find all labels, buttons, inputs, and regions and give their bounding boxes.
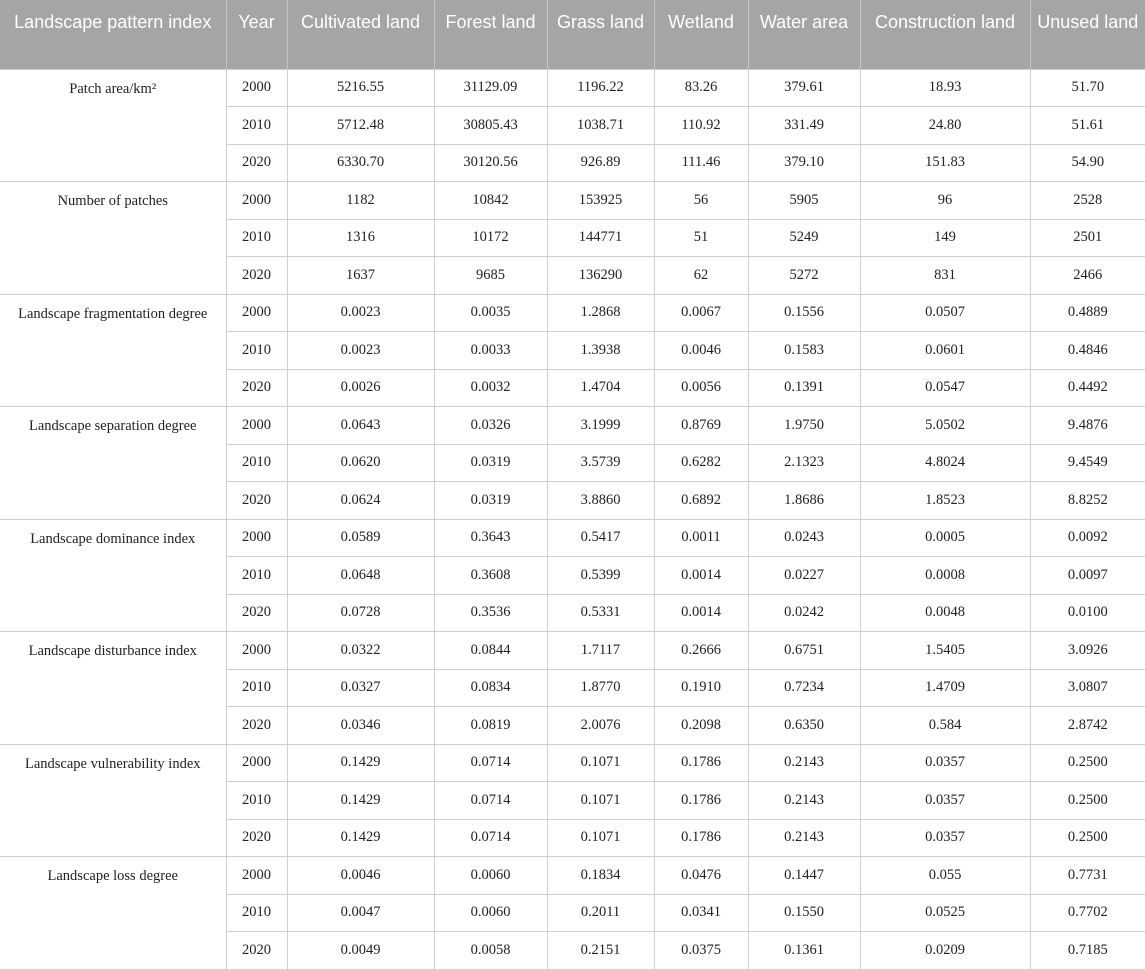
year-cell: 2000 xyxy=(226,69,287,107)
index-label: Landscape separation degree xyxy=(0,407,226,520)
value-cell: 0.7702 xyxy=(1030,894,1145,932)
value-cell: 379.61 xyxy=(748,69,860,107)
value-cell: 0.1361 xyxy=(748,932,860,970)
header-cultivated-land: Cultivated land xyxy=(287,0,434,69)
value-cell: 0.1071 xyxy=(547,744,654,782)
value-cell: 0.4492 xyxy=(1030,369,1145,407)
year-cell: 2010 xyxy=(226,669,287,707)
value-cell: 0.2500 xyxy=(1030,819,1145,857)
value-cell: 0.0714 xyxy=(434,744,547,782)
value-cell: 110.92 xyxy=(654,107,748,145)
value-cell: 0.0525 xyxy=(860,894,1030,932)
value-cell: 0.0048 xyxy=(860,594,1030,632)
value-cell: 0.055 xyxy=(860,857,1030,895)
year-cell: 2020 xyxy=(226,369,287,407)
value-cell: 0.2666 xyxy=(654,632,748,670)
value-cell: 0.2500 xyxy=(1030,744,1145,782)
table-row xyxy=(0,294,1145,332)
value-cell: 0.0589 xyxy=(287,519,434,557)
value-cell: 0.0643 xyxy=(287,407,434,445)
value-cell: 0.1834 xyxy=(547,857,654,895)
value-cell: 0.2143 xyxy=(748,744,860,782)
table-row xyxy=(0,69,1145,107)
value-cell: 144771 xyxy=(547,219,654,257)
value-cell: 0.1071 xyxy=(547,819,654,857)
value-cell: 136290 xyxy=(547,257,654,295)
value-cell: 5249 xyxy=(748,219,860,257)
year-cell: 2000 xyxy=(226,182,287,220)
value-cell: 0.2143 xyxy=(748,819,860,857)
value-cell: 1182 xyxy=(287,182,434,220)
value-cell: 9685 xyxy=(434,257,547,295)
value-cell: 0.5331 xyxy=(547,594,654,632)
value-cell: 1.4704 xyxy=(547,369,654,407)
header-forest-land: Forest land xyxy=(434,0,547,69)
value-cell: 0.3608 xyxy=(434,557,547,595)
value-cell: 56 xyxy=(654,182,748,220)
value-cell: 1.8770 xyxy=(547,669,654,707)
year-cell: 2010 xyxy=(226,107,287,145)
value-cell: 0.2098 xyxy=(654,707,748,745)
value-cell: 0.0049 xyxy=(287,932,434,970)
value-cell: 0.1429 xyxy=(287,782,434,820)
value-cell: 111.46 xyxy=(654,144,748,182)
year-cell: 2010 xyxy=(226,557,287,595)
year-cell: 2010 xyxy=(226,782,287,820)
index-label: Landscape loss degree xyxy=(0,857,226,970)
value-cell: 62 xyxy=(654,257,748,295)
value-cell: 1.8686 xyxy=(748,482,860,520)
year-cell: 2010 xyxy=(226,894,287,932)
value-cell: 0.1391 xyxy=(748,369,860,407)
year-cell: 2000 xyxy=(226,294,287,332)
value-cell: 0.0341 xyxy=(654,894,748,932)
value-cell: 2501 xyxy=(1030,219,1145,257)
index-label: Number of patches xyxy=(0,182,226,295)
table-body xyxy=(0,69,1145,969)
value-cell: 0.0243 xyxy=(748,519,860,557)
value-cell: 0.2151 xyxy=(547,932,654,970)
value-cell: 0.1550 xyxy=(748,894,860,932)
year-cell: 2000 xyxy=(226,744,287,782)
value-cell: 0.2143 xyxy=(748,782,860,820)
header-construction-land: Construction land xyxy=(860,0,1030,69)
value-cell: 0.0624 xyxy=(287,482,434,520)
value-cell: 1.9750 xyxy=(748,407,860,445)
value-cell: 0.0035 xyxy=(434,294,547,332)
value-cell: 379.10 xyxy=(748,144,860,182)
year-cell: 2010 xyxy=(226,332,287,370)
value-cell: 1038.71 xyxy=(547,107,654,145)
index-label: Landscape fragmentation degree xyxy=(0,294,226,407)
value-cell: 0.1447 xyxy=(748,857,860,895)
value-cell: 0.0601 xyxy=(860,332,1030,370)
value-cell: 0.1910 xyxy=(654,669,748,707)
value-cell: 0.0819 xyxy=(434,707,547,745)
table-row xyxy=(0,182,1145,220)
value-cell: 51.70 xyxy=(1030,69,1145,107)
value-cell: 0.0008 xyxy=(860,557,1030,595)
value-cell: 51 xyxy=(654,219,748,257)
value-cell: 0.8769 xyxy=(654,407,748,445)
value-cell: 0.2500 xyxy=(1030,782,1145,820)
year-cell: 2000 xyxy=(226,857,287,895)
value-cell: 1.4709 xyxy=(860,669,1030,707)
value-cell: 10842 xyxy=(434,182,547,220)
table-row xyxy=(0,519,1145,557)
header-water-area: Water area xyxy=(748,0,860,69)
value-cell: 3.0807 xyxy=(1030,669,1145,707)
value-cell: 0.0844 xyxy=(434,632,547,670)
index-label: Landscape vulnerability index xyxy=(0,744,226,857)
value-cell: 31129.09 xyxy=(434,69,547,107)
value-cell: 0.0046 xyxy=(654,332,748,370)
table-row xyxy=(0,857,1145,895)
value-cell: 9.4876 xyxy=(1030,407,1145,445)
value-cell: 0.0346 xyxy=(287,707,434,745)
value-cell: 2528 xyxy=(1030,182,1145,220)
value-cell: 51.61 xyxy=(1030,107,1145,145)
header-landscape-pattern-index: Landscape pattern index xyxy=(0,0,226,69)
value-cell: 0.0058 xyxy=(434,932,547,970)
value-cell: 1.7117 xyxy=(547,632,654,670)
value-cell: 0.6892 xyxy=(654,482,748,520)
value-cell: 30805.43 xyxy=(434,107,547,145)
year-cell: 2020 xyxy=(226,819,287,857)
header-unused-land: Unused land xyxy=(1030,0,1145,69)
value-cell: 0.0209 xyxy=(860,932,1030,970)
value-cell: 0.0026 xyxy=(287,369,434,407)
value-cell: 1637 xyxy=(287,257,434,295)
value-cell: 2.8742 xyxy=(1030,707,1145,745)
value-cell: 0.0326 xyxy=(434,407,547,445)
value-cell: 0.0547 xyxy=(860,369,1030,407)
year-cell: 2000 xyxy=(226,632,287,670)
value-cell: 1196.22 xyxy=(547,69,654,107)
year-cell: 2010 xyxy=(226,219,287,257)
value-cell: 0.0014 xyxy=(654,557,748,595)
value-cell: 0.0060 xyxy=(434,894,547,932)
value-cell: 0.7185 xyxy=(1030,932,1145,970)
value-cell: 0.0319 xyxy=(434,482,547,520)
value-cell: 24.80 xyxy=(860,107,1030,145)
value-cell: 151.83 xyxy=(860,144,1030,182)
value-cell: 926.89 xyxy=(547,144,654,182)
value-cell: 1316 xyxy=(287,219,434,257)
value-cell: 1.2868 xyxy=(547,294,654,332)
year-cell: 2020 xyxy=(226,932,287,970)
value-cell: 0.6350 xyxy=(748,707,860,745)
value-cell: 3.0926 xyxy=(1030,632,1145,670)
value-cell: 1.3938 xyxy=(547,332,654,370)
value-cell: 2.1323 xyxy=(748,444,860,482)
value-cell: 2.0076 xyxy=(547,707,654,745)
value-cell: 0.5417 xyxy=(547,519,654,557)
value-cell: 1.5405 xyxy=(860,632,1030,670)
value-cell: 5712.48 xyxy=(287,107,434,145)
value-cell: 0.1429 xyxy=(287,744,434,782)
value-cell: 0.7731 xyxy=(1030,857,1145,895)
value-cell: 18.93 xyxy=(860,69,1030,107)
value-cell: 0.0023 xyxy=(287,332,434,370)
value-cell: 0.0834 xyxy=(434,669,547,707)
index-label: Patch area/km² xyxy=(0,69,226,182)
value-cell: 0.0319 xyxy=(434,444,547,482)
value-cell: 0.6282 xyxy=(654,444,748,482)
value-cell: 0.0092 xyxy=(1030,519,1145,557)
value-cell: 0.0620 xyxy=(287,444,434,482)
value-cell: 149 xyxy=(860,219,1030,257)
year-cell: 2000 xyxy=(226,407,287,445)
value-cell: 8.8252 xyxy=(1030,482,1145,520)
value-cell: 0.0023 xyxy=(287,294,434,332)
value-cell: 0.0648 xyxy=(287,557,434,595)
value-cell: 54.90 xyxy=(1030,144,1145,182)
header-year: Year xyxy=(226,0,287,69)
header-grass-land: Grass land xyxy=(547,0,654,69)
value-cell: 0.0033 xyxy=(434,332,547,370)
value-cell: 0.1583 xyxy=(748,332,860,370)
value-cell: 0.0327 xyxy=(287,669,434,707)
value-cell: 2466 xyxy=(1030,257,1145,295)
value-cell: 0.1786 xyxy=(654,782,748,820)
value-cell: 83.26 xyxy=(654,69,748,107)
value-cell: 0.0322 xyxy=(287,632,434,670)
value-cell: 0.0476 xyxy=(654,857,748,895)
value-cell: 3.8860 xyxy=(547,482,654,520)
value-cell: 0.0032 xyxy=(434,369,547,407)
year-cell: 2020 xyxy=(226,257,287,295)
value-cell: 831 xyxy=(860,257,1030,295)
value-cell: 0.4889 xyxy=(1030,294,1145,332)
value-cell: 0.0357 xyxy=(860,782,1030,820)
value-cell: 0.7234 xyxy=(748,669,860,707)
value-cell: 96 xyxy=(860,182,1030,220)
value-cell: 0.584 xyxy=(860,707,1030,745)
value-cell: 0.3536 xyxy=(434,594,547,632)
value-cell: 0.0011 xyxy=(654,519,748,557)
value-cell: 5272 xyxy=(748,257,860,295)
index-label: Landscape disturbance index xyxy=(0,632,226,745)
value-cell: 0.0097 xyxy=(1030,557,1145,595)
value-cell: 0.0357 xyxy=(860,744,1030,782)
value-cell: 0.6751 xyxy=(748,632,860,670)
value-cell: 30120.56 xyxy=(434,144,547,182)
value-cell: 5216.55 xyxy=(287,69,434,107)
value-cell: 0.0507 xyxy=(860,294,1030,332)
header-wetland: Wetland xyxy=(654,0,748,69)
value-cell: 0.1071 xyxy=(547,782,654,820)
value-cell: 331.49 xyxy=(748,107,860,145)
value-cell: 0.0375 xyxy=(654,932,748,970)
value-cell: 5905 xyxy=(748,182,860,220)
value-cell: 10172 xyxy=(434,219,547,257)
year-cell: 2010 xyxy=(226,444,287,482)
table-row xyxy=(0,407,1145,445)
table-row xyxy=(0,632,1145,670)
value-cell: 0.0242 xyxy=(748,594,860,632)
value-cell: 0.0067 xyxy=(654,294,748,332)
value-cell: 0.5399 xyxy=(547,557,654,595)
value-cell: 0.0005 xyxy=(860,519,1030,557)
value-cell: 6330.70 xyxy=(287,144,434,182)
value-cell: 0.0100 xyxy=(1030,594,1145,632)
value-cell: 0.0060 xyxy=(434,857,547,895)
year-cell: 2000 xyxy=(226,519,287,557)
value-cell: 0.2011 xyxy=(547,894,654,932)
value-cell: 3.5739 xyxy=(547,444,654,482)
value-cell: 0.0056 xyxy=(654,369,748,407)
table-header xyxy=(0,0,1145,69)
value-cell: 0.0047 xyxy=(287,894,434,932)
value-cell: 0.0046 xyxy=(287,857,434,895)
table-row xyxy=(0,744,1145,782)
year-cell: 2020 xyxy=(226,707,287,745)
year-cell: 2020 xyxy=(226,482,287,520)
value-cell: 0.1429 xyxy=(287,819,434,857)
value-cell: 0.0728 xyxy=(287,594,434,632)
value-cell: 5.0502 xyxy=(860,407,1030,445)
value-cell: 0.0357 xyxy=(860,819,1030,857)
year-cell: 2020 xyxy=(226,144,287,182)
value-cell: 0.3643 xyxy=(434,519,547,557)
value-cell: 9.4549 xyxy=(1030,444,1145,482)
value-cell: 0.0014 xyxy=(654,594,748,632)
value-cell: 0.1786 xyxy=(654,819,748,857)
value-cell: 153925 xyxy=(547,182,654,220)
value-cell: 1.8523 xyxy=(860,482,1030,520)
value-cell: 3.1999 xyxy=(547,407,654,445)
value-cell: 0.0714 xyxy=(434,819,547,857)
value-cell: 0.1786 xyxy=(654,744,748,782)
value-cell: 0.0714 xyxy=(434,782,547,820)
index-label: Landscape dominance index xyxy=(0,519,226,632)
value-cell: 0.0227 xyxy=(748,557,860,595)
value-cell: 0.4846 xyxy=(1030,332,1145,370)
value-cell: 0.1556 xyxy=(748,294,860,332)
year-cell: 2020 xyxy=(226,594,287,632)
value-cell: 4.8024 xyxy=(860,444,1030,482)
